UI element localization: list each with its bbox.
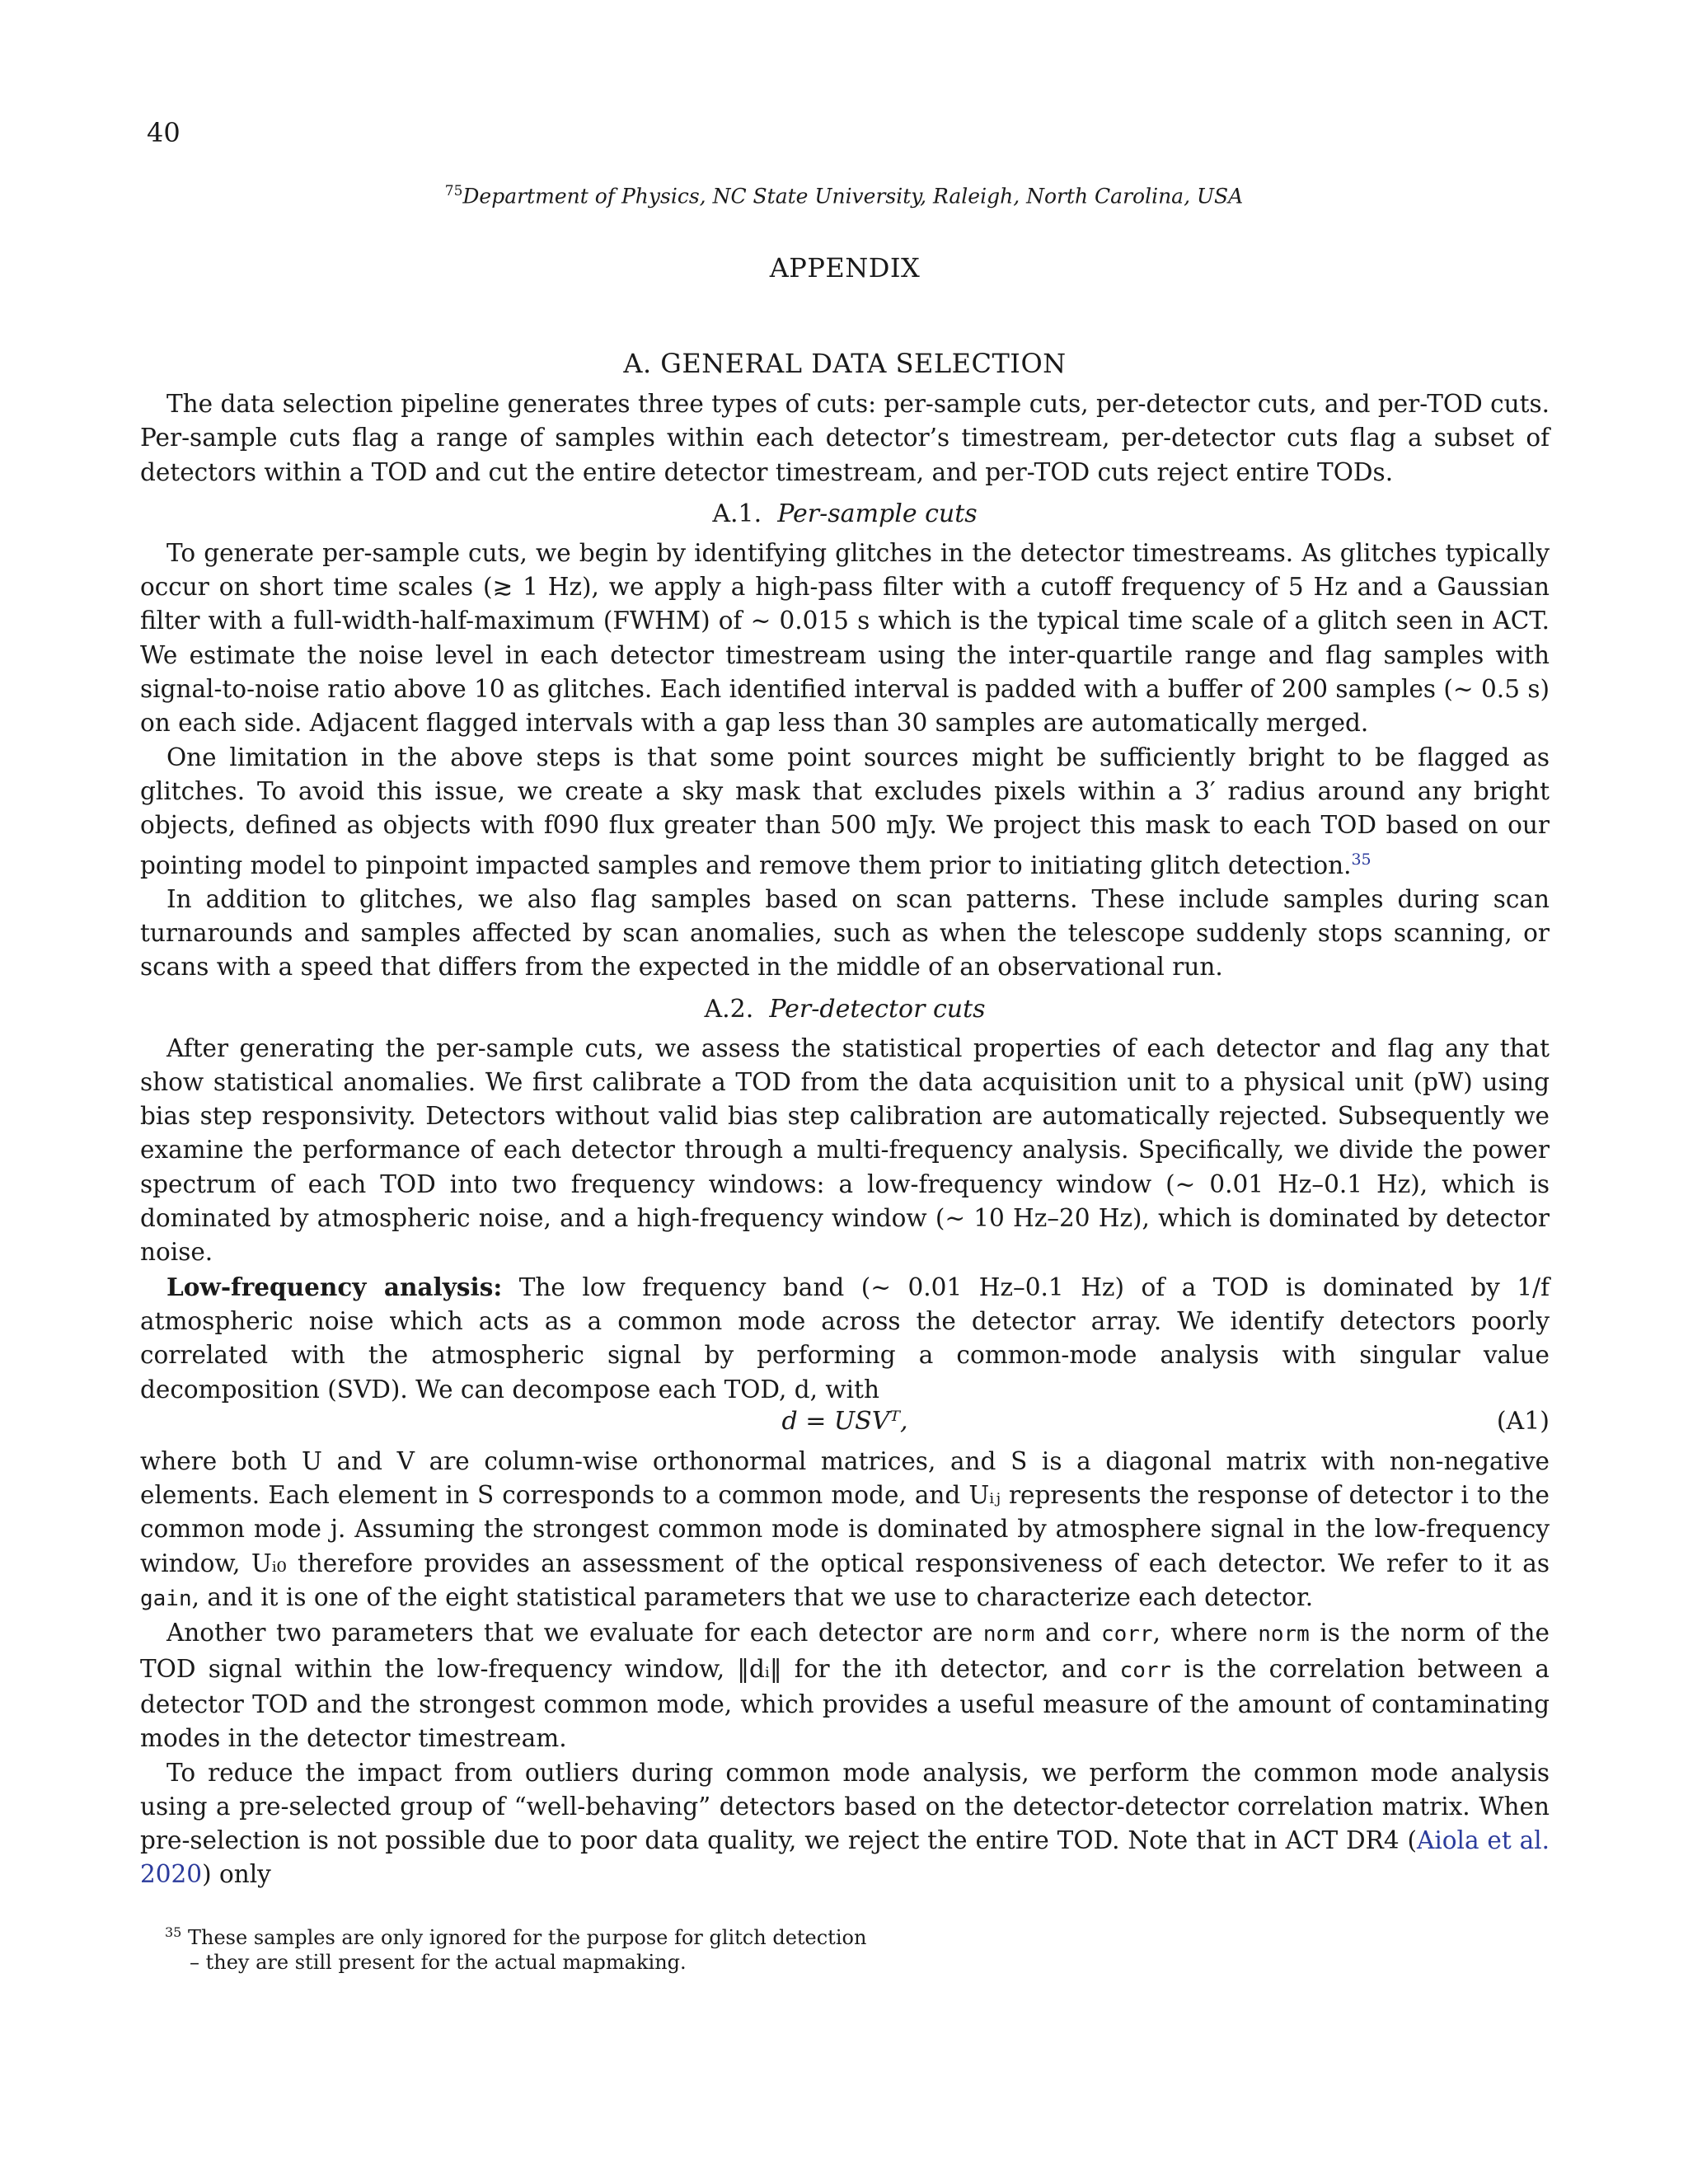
svd-paragraph bbox=[140, 1445, 1550, 1616]
section-a1-paragraph-1: To generate per-sample cuts, we begin by identifying glitches in the detector timestreams. As glitches typically occur on short time scales (≳ 1 Hz), we apply a high-pass filter with a cutoff frequency of 5 Hz and a Gaussian filter with a full-width-half-maximum (FWHM) of ∼ 0.015 s which is the typical time scale of a glitch seen in ACT. We estimate the noise level in each detector timestream using the inter-quartile range and flag samples with signal-to-noise ratio above 10 as glitches. Each identified interval is padded with a buffer of 200 samples (∼ 0.5 s) on each side. Adjacent flagged intervals with a gap less than 30 samples are automatically merged. bbox=[140, 538, 1550, 738]
footnote-line-2: – they are still present for the actual mapmaking. bbox=[190, 1951, 687, 1974]
norm-corr-and: and bbox=[1034, 1619, 1101, 1647]
section-a1-paragraph-2 bbox=[140, 741, 1550, 883]
section-a2-heading bbox=[140, 995, 1550, 1024]
norm-corr-text-c: is the correlation between a detector TOD and the strongest common mode, which provides a useful measure of the amount of contaminating modes in the detector timestream. bbox=[140, 1654, 1550, 1753]
section-a1-paragraph-3: In addition to glitches, we also flag samples based on scan patterns. These include samples during scan turnarounds and samples affected by scan anomalies, such as when the telescope suddenly stops scanning, or scans with a speed that differs from the expected in the middle of an observational run. bbox=[140, 884, 1550, 982]
section-a2-title: Per-detector cuts bbox=[769, 994, 986, 1024]
norm-term: norm bbox=[982, 1622, 1035, 1647]
affiliation-mark: 75 bbox=[444, 183, 463, 199]
low-frequency-text: The low frequency band (∼ 0.01 Hz–0.1 Hz) of a TOD is dominated by 1/f atmospheric noise which acts as a common mode across the detector array. We identify detectors poorly correlated with the atmospheric signal by performing a common-mode analysis with singular value decomposition (SVD). We can decompose each TOD, d, with bbox=[140, 1272, 1550, 1404]
section-a1-paragraph-2-text: One limitation in the above steps is that some point sources might be sufficiently bright to be flagged as glitches. To avoid this issue, we create a sky mask that excludes pixels within a 3′ radius around any bright objects, defined as objects with f090 flux greater than 500 mJy. We project this mask to each TOD based on our pointing model to pinpoint impacted samples and remove them prior to initiating glitch detection. bbox=[140, 743, 1550, 879]
affiliation-text: Department of Physics, NC State University, Raleigh, North Carolina, USA bbox=[462, 184, 1244, 209]
footnote-ref-35[interactable]: 35 bbox=[1351, 850, 1372, 869]
section-a1-title: Per-sample cuts bbox=[777, 499, 978, 528]
footnote-text-1: These samples are only ignored for the purpose for glitch detection bbox=[188, 1926, 867, 1949]
norm-corr-paragraph bbox=[140, 1616, 1550, 1755]
norm-corr-text-a: Another two parameters that we evaluate for each detector are bbox=[166, 1619, 983, 1647]
equation-tag: (A1) bbox=[1496, 1406, 1550, 1436]
affiliation-line bbox=[0, 183, 1688, 208]
page-number: 40 bbox=[147, 117, 181, 148]
citation-aiola-2020[interactable]: Aiola et al. 2020 bbox=[140, 1826, 1550, 1889]
appendix-title: APPENDIX bbox=[769, 252, 921, 284]
section-a-paragraph: The data selection pipeline generates three types of cuts: per-sample cuts, per-detector cuts, and per-TOD cuts. Per-sample cuts flag a range of samples within each detector’s timestream, per-detector cuts flag a subset of detectors within a TOD and cut the entire detector timestream, and per-TOD cuts reject entire TODs. bbox=[140, 390, 1550, 486]
gain-term: gain bbox=[140, 1586, 192, 1612]
corr-term-2: corr bbox=[1119, 1657, 1172, 1683]
svd-text-a: where both U and V are column-wise orthonormal matrices, and S is a diagonal matrix with non-negative elements. Each element in S corresponds to a common mode, and Uᵢⱼ represents the response of detector i to the common mode j. Assuming the strongest common mode is dominated by atmosphere signal in the low-frequency window, Uᵢ₀ therefore provides an assessment of the optical responsiveness of each detector. We refer to it as bbox=[140, 1446, 1550, 1577]
norm-term-2: norm bbox=[1258, 1622, 1310, 1647]
norm-corr-text-b: is the norm of the TOD signal within the low-frequency window, ‖dᵢ‖ for the ith detector, and bbox=[140, 1619, 1550, 1683]
main-text-column bbox=[140, 348, 1550, 1892]
section-a1-number: A.1. bbox=[712, 499, 762, 528]
section-a1-heading bbox=[140, 499, 1550, 528]
low-frequency-paragraph bbox=[140, 1270, 1550, 1407]
section-a2-paragraph-1: After generating the per-sample cuts, we assess the statistical properties of each detector and flag any that show statistical anomalies. We first calibrate a TOD from the data acquisition unit to a physical unit (pW) using bias step responsivity. Detectors without valid bias step calibration are automatically rejected. Subsequently we examine the performance of each detector through a multi-frequency analysis. Specifically, we divide the power spectrum of each TOD into two frequency windows: a low-frequency window (∼ 0.01 Hz–0.1 Hz), which is dominated by atmospheric noise, and a high-frequency window (∼ 10 Hz–20 Hz), which is dominated by detector noise. bbox=[140, 1033, 1550, 1267]
equation-a1 bbox=[140, 1407, 1550, 1445]
outlier-paragraph bbox=[140, 1756, 1550, 1892]
low-frequency-label: Low-frequency analysis: bbox=[166, 1272, 503, 1301]
svd-text-b: , and it is one of the eight statistical parameters that we use to characterize each detector. bbox=[191, 1583, 1314, 1612]
section-a2-number: A.2. bbox=[704, 994, 754, 1024]
outlier-text-a: To reduce the impact from outliers during common mode analysis, we perform the common mode analysis using a pre-selected group of “well-behaving” detectors based on the detector-detector correlation matrix. When pre-selection is not possible due to poor data quality, we reject the entire TOD. Note that in ACT DR4 ( bbox=[140, 1758, 1550, 1855]
norm-corr-where: , where bbox=[1152, 1619, 1259, 1647]
equation-expression: d = USVᵀ, bbox=[781, 1406, 908, 1436]
corr-term: corr bbox=[1100, 1622, 1153, 1647]
footnote-line-1 bbox=[165, 1920, 907, 1950]
appendix-heading-block bbox=[140, 252, 1550, 284]
footnote-mark: 35 bbox=[165, 1924, 182, 1940]
outlier-text-b: ) only bbox=[202, 1860, 271, 1889]
footnote-35 bbox=[165, 1920, 907, 1975]
section-a-title: A. GENERAL DATA SELECTION bbox=[623, 348, 1067, 379]
